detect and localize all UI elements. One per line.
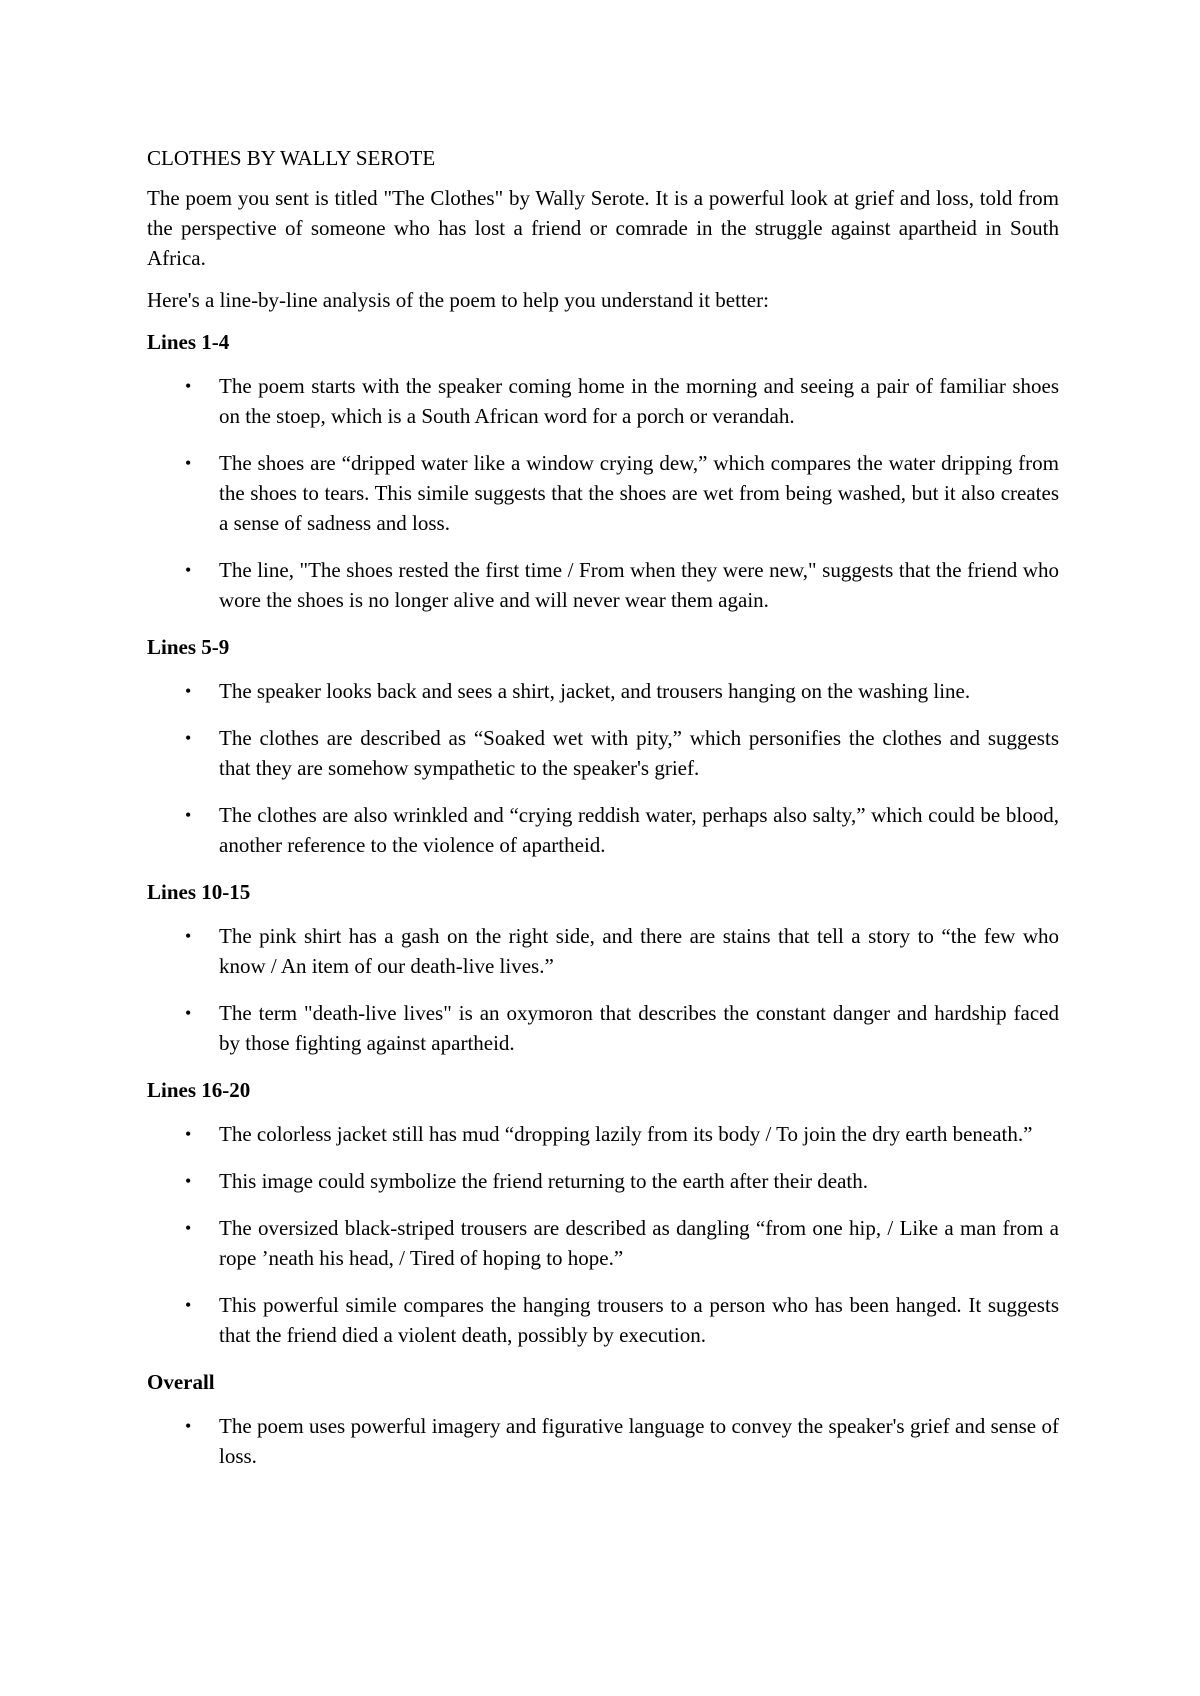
section-heading: Lines 10-15: [147, 880, 251, 904]
list-item-text: The term "death-live lives" is an oxymoron that describes the constant danger and hardship faced by those fighting against apartheid.: [219, 1001, 1059, 1055]
document-page: [147, 143, 1059, 1488]
list-item-text: The pink shirt has a gash on the right side, and there are stains that tell a story to “the few who know / An item of our death-live lives.”: [219, 924, 1059, 978]
list-item-text: The clothes are described as “Soaked wet with pity,” which personifies the clothes and suggests that they are somehow sympathetic to the speaker's grief.: [219, 726, 1059, 780]
bullet-icon: •: [185, 1218, 192, 1238]
section-heading: Lines 1-4: [147, 330, 230, 354]
section-lines-10-15: [147, 877, 1059, 1058]
section-lines-5-9: [147, 632, 1059, 860]
list-item: [147, 555, 1059, 615]
bullet-icon: •: [185, 926, 192, 946]
section-lines-16-20: [147, 1075, 1059, 1350]
bullet-icon: •: [185, 681, 192, 701]
list-item: [147, 1411, 1059, 1471]
list-item-text: This powerful simile compares the hanging trousers to a person who has been hanged. It suggests that the friend died a violent death, possibly by execution.: [219, 1293, 1059, 1347]
list-item: [147, 1119, 1059, 1149]
bullet-icon: •: [185, 560, 192, 580]
bullet-icon: •: [185, 1295, 192, 1315]
section-heading: Lines 16-20: [147, 1078, 251, 1102]
section-heading: Overall: [147, 1370, 215, 1394]
list-item-text: The oversized black-striped trousers are described as dangling “from one hip, / Like a man from a rope ’neath his head, / Tired of hoping to hope.”: [219, 1216, 1059, 1270]
bullet-list: [147, 371, 1059, 615]
bullet-icon: •: [185, 805, 192, 825]
list-item-text: This image could symbolize the friend returning to the earth after their death.: [219, 1169, 869, 1193]
bullet-icon: •: [185, 376, 192, 396]
bullet-list: [147, 1411, 1059, 1471]
list-item: [147, 800, 1059, 860]
list-item: [147, 676, 1059, 706]
document-title: CLOTHES BY WALLY SEROTE: [147, 146, 436, 170]
section-overall: [147, 1367, 1059, 1471]
bullet-icon: •: [185, 1124, 192, 1144]
bullet-list: [147, 1119, 1059, 1350]
list-item: [147, 723, 1059, 783]
bullet-icon: •: [185, 1171, 192, 1191]
list-item: [147, 371, 1059, 431]
bullet-icon: •: [185, 453, 192, 473]
list-item: [147, 921, 1059, 981]
bullet-list: [147, 921, 1059, 1058]
section-lines-1-4: [147, 327, 1059, 615]
list-item: [147, 998, 1059, 1058]
list-item: [147, 1290, 1059, 1350]
list-item-text: The colorless jacket still has mud “dropping lazily from its body / To join the dry earth beneath.”: [219, 1122, 1033, 1146]
bullet-icon: •: [185, 1416, 192, 1436]
list-item: [147, 1166, 1059, 1196]
section-heading: Lines 5-9: [147, 635, 230, 659]
intro-paragraph: Here's a line-by-line analysis of the poem to help you understand it better:: [147, 288, 769, 312]
bullet-icon: •: [185, 728, 192, 748]
list-item-text: The speaker looks back and sees a shirt, jacket, and trousers hanging on the washing line.: [219, 679, 971, 703]
list-item: [147, 448, 1059, 538]
list-item-text: The poem uses powerful imagery and figurative language to convey the speaker's grief and sense of loss.: [219, 1414, 1059, 1468]
list-item-text: The line, "The shoes rested the first time / From when they were new," suggests that the friend who wore the shoes is no longer alive and will never wear them again.: [219, 558, 1059, 612]
list-item: [147, 1213, 1059, 1273]
list-item-text: The shoes are “dripped water like a window crying dew,” which compares the water dripping from the shoes to tears. This simile suggests that the shoes are wet from being washed, but it also creates a sense of sadness and loss.: [219, 451, 1059, 535]
list-item-text: The poem starts with the speaker coming home in the morning and seeing a pair of familiar shoes on the stoep, which is a South African word for a porch or verandah.: [219, 374, 1059, 428]
list-item-text: The clothes are also wrinkled and “crying reddish water, perhaps also salty,” which could be blood, another reference to the violence of apartheid.: [219, 803, 1059, 857]
bullet-list: [147, 676, 1059, 860]
bullet-icon: •: [185, 1003, 192, 1023]
intro-paragraph: The poem you sent is titled "The Clothes" by Wally Serote. It is a powerful look at grief and loss, told from the perspective of someone who has lost a friend or comrade in the struggle against apartheid in South Africa.: [147, 186, 1059, 270]
